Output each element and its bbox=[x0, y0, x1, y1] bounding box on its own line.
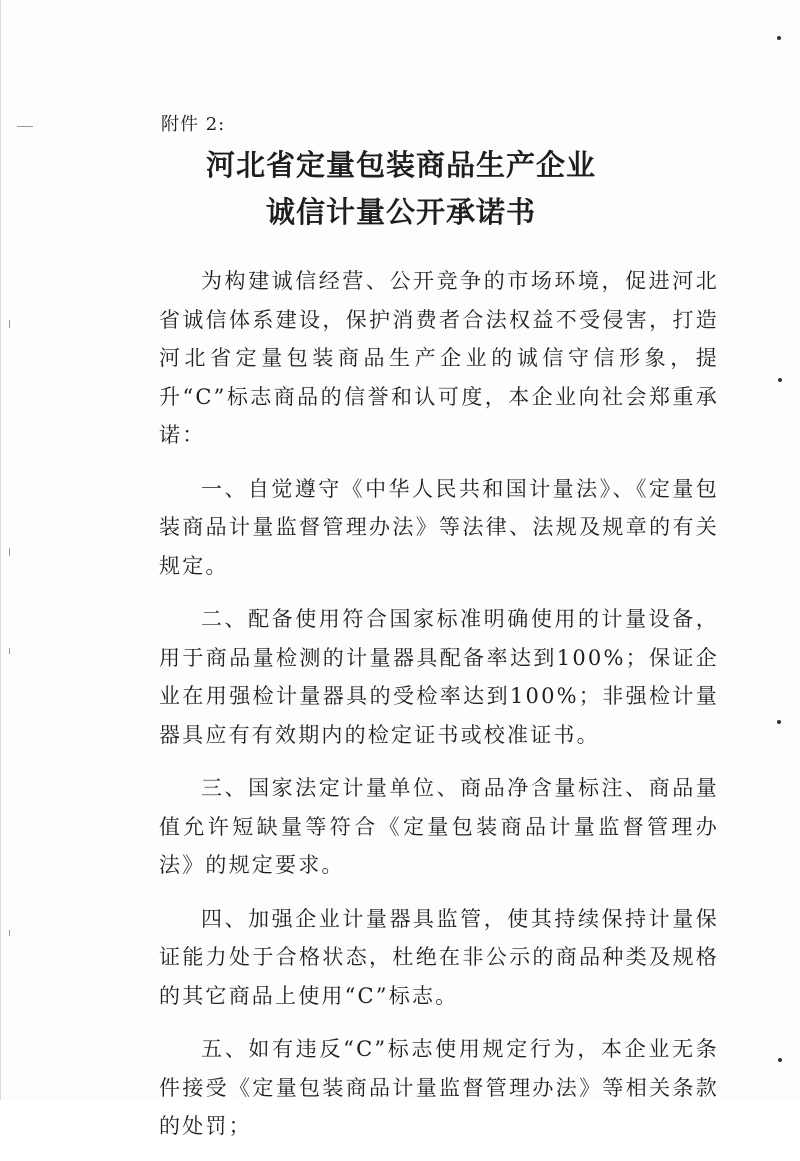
scan-speck bbox=[778, 1058, 782, 1062]
scan-mark bbox=[9, 648, 10, 654]
paragraph-item-1: 一、自觉遵守《中华人民共和国计量法》、《定量包装商品计量监督管理办法》等法律、法规及规章的有关规定。 bbox=[159, 476, 719, 578]
paragraph-item-3: 三、国家法定计量单位、商品净含量标注、商品量值允许短缺量等符合《定量包装商品计量监督管理办法》的规定要求。 bbox=[159, 776, 719, 877]
scan-mark bbox=[17, 126, 33, 127]
paragraph-item-2: 二、配备使用符合国家标准明确使用的计量设备，用于商品量检测的计量器具配备率达到100%；保证企业在用强检计量器具的受检率达到100%；非强检计量器具应有有效期内的检定证书或校准证书。 bbox=[159, 607, 719, 747]
scan-speck bbox=[778, 378, 782, 382]
scan-mark bbox=[9, 548, 10, 556]
scan-mark bbox=[9, 930, 10, 936]
scan-mark bbox=[9, 320, 10, 328]
document-title-line-2: 诚信计量公开承诺书 bbox=[265, 195, 536, 229]
attachment-label: 附件 2: bbox=[161, 114, 226, 135]
scan-speck bbox=[777, 36, 781, 40]
paragraph-intro: 为构建诚信经营、公开竞争的市场环境，促进河北省诚信体系建设，保护消费者合法权益不受侵害，打造河北省定量包装商品生产企业的诚信守信形象，提升“C”标志商品的信誉和认可度，本企业向社会郑重承诺： bbox=[159, 269, 719, 447]
document-title-line-1: 河北省定量包装商品生产企业 bbox=[205, 148, 596, 182]
paragraph-item-5: 五、如有违反“C”标志使用规定行为，本企业无条件接受《定量包装商品计量监督管理办法》等相关条款的处罚； bbox=[159, 1037, 719, 1138]
scan-speck bbox=[777, 720, 781, 724]
document-body bbox=[159, 262, 719, 1161]
paragraph-item-4: 四、加强企业计量器具监管，使其持续保持计量保证能力处于合格状态，杜绝在非公示的商品种类及规格的其它商品上使用“C”标志。 bbox=[159, 906, 719, 1008]
